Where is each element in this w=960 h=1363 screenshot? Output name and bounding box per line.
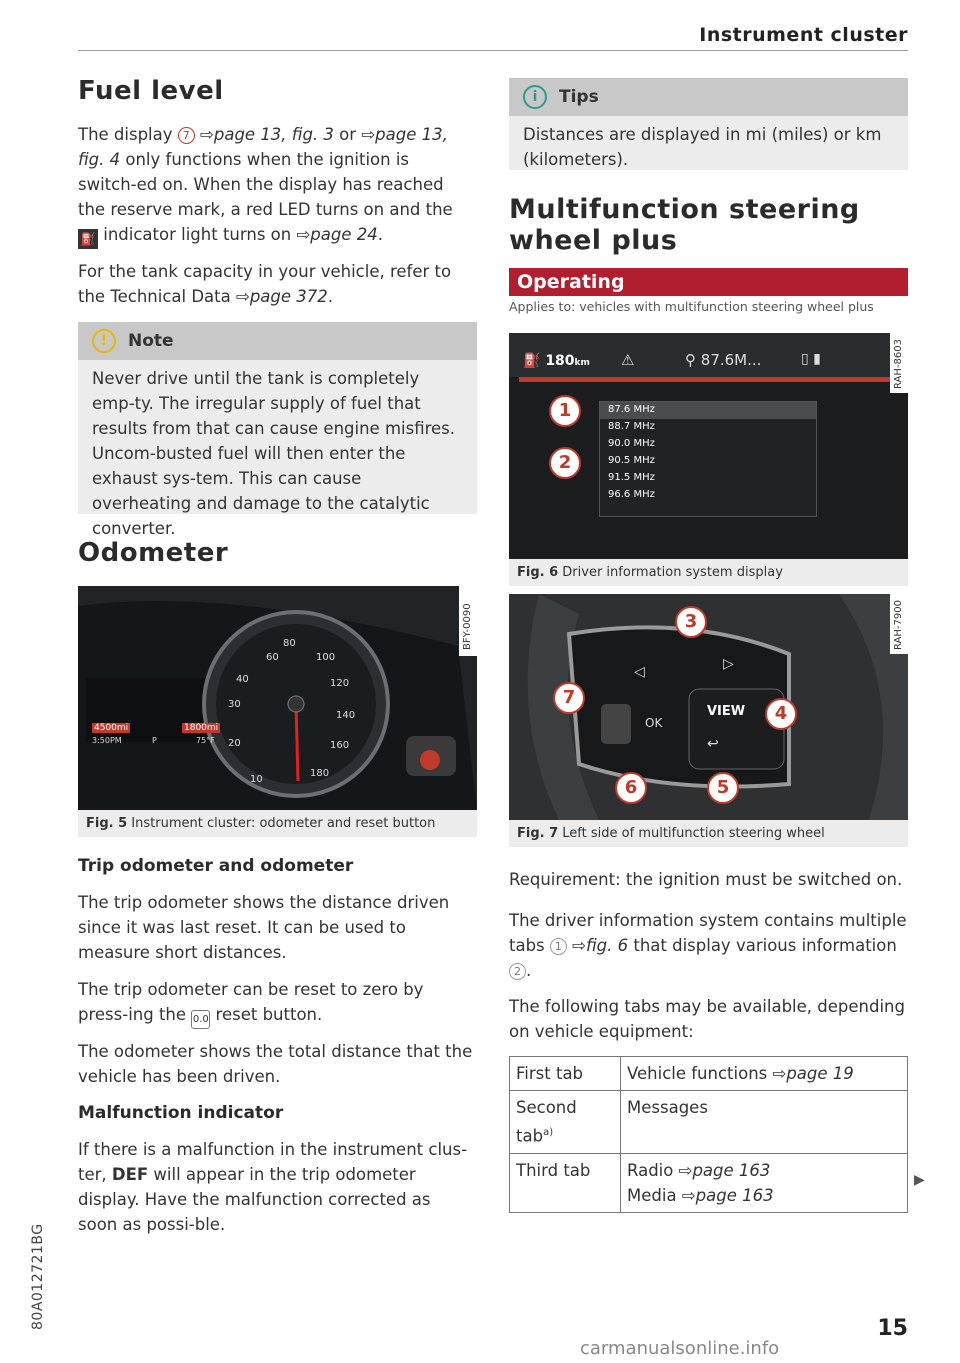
fig7-caption: Fig. 7 Left side of multifunction steering wheel xyxy=(509,820,908,847)
trip-odometer-subheading: Trip odometer and odometer xyxy=(78,856,354,876)
antenna-icon: ⚲ xyxy=(685,351,696,369)
gauge-tick: 180 xyxy=(310,768,330,779)
tips-box xyxy=(509,78,908,170)
tabs-paragraph: The driver information system contains multiple tabs 1 ⇨fig. 6 that display various information 2 . xyxy=(509,911,907,980)
page-number: 15 xyxy=(877,1316,908,1341)
gauge-tick: 10 xyxy=(250,774,263,785)
radio-station-readout: ⚲ 87.6M... xyxy=(685,351,762,369)
station-item[interactable]: 91.5 MHz xyxy=(608,472,655,483)
gauge-tick: 80 xyxy=(283,638,296,649)
gauge-tick: 120 xyxy=(330,678,350,689)
applies-to: Applies to: vehicles with multifunction steering wheel plus xyxy=(509,299,874,314)
callout-4: 4 xyxy=(765,698,797,730)
page-link[interactable]: page 19 xyxy=(786,1064,854,1083)
station-item[interactable]: 96.6 MHz xyxy=(608,489,655,500)
instrument-cluster-illustration xyxy=(78,586,477,810)
fuel-paragraph-2: For the tank capacity in your vehicle, refer to the Technical Data ⇨page 372. xyxy=(78,262,452,306)
table-cell: First tab xyxy=(510,1057,621,1091)
gauge-tick: 60 xyxy=(266,652,279,663)
table-row xyxy=(510,1153,908,1212)
fig5-caption: Fig. 5 Instrument cluster: odometer and reset button xyxy=(78,810,477,837)
figure-code: RAH-7900 xyxy=(890,594,908,654)
arrow-icon: ⇨ xyxy=(772,1064,787,1083)
table-cell: Vehicle functions ⇨page 19 xyxy=(621,1057,908,1091)
station-item[interactable]: 90.5 MHz xyxy=(608,455,655,466)
arrow-icon: ⇨ xyxy=(678,1160,693,1180)
tabs-table xyxy=(509,1056,908,1213)
note-header: ! Note xyxy=(78,322,477,360)
info-icon: i xyxy=(523,85,547,109)
page-link[interactable]: page 24 xyxy=(310,225,378,244)
left-arrow-icon[interactable]: ◁ xyxy=(634,664,645,680)
page-link[interactable]: page 13, fig. 4 xyxy=(78,125,448,169)
table-cell: Messages xyxy=(621,1091,908,1154)
header-rule xyxy=(78,50,908,51)
odometer-readout: 1800mi xyxy=(184,723,219,733)
note-text: Never drive until the tank is completely emp-ty. The irregular supply of fuel that results from that can cause engine misfires. Uncom-busted fuel will then enter the exhaust sys-tem. This can cause overheating and damage to the catalytic converter. xyxy=(92,369,456,538)
phone-icon: ▯ ▮ xyxy=(801,351,821,367)
page-link[interactable]: page 372 xyxy=(249,287,328,306)
malfunction-subheading: Malfunction indicator xyxy=(78,1103,284,1123)
gauge-tick: 140 xyxy=(336,710,356,721)
clock-readout: 3:50PM xyxy=(92,736,122,745)
document-code: 80A012721BG xyxy=(30,1223,46,1330)
page-link[interactable]: page 163 xyxy=(692,1160,771,1180)
page-link[interactable]: page 163 xyxy=(695,1185,774,1205)
trip-odometer-readout: 4500mi xyxy=(94,723,129,733)
mfsw-heading: Multifunction steering wheel plus xyxy=(509,194,860,256)
fig6-display xyxy=(509,333,908,559)
callout-5: 5 xyxy=(707,772,739,804)
odometer-heading: Odometer xyxy=(78,538,229,568)
tab-highlight xyxy=(519,377,894,382)
gauge-tick: 30 xyxy=(228,699,241,710)
station-item[interactable]: 90.0 MHz xyxy=(608,438,655,449)
range-readout: ⛽ 180km xyxy=(523,353,590,369)
table-cell: Third tab xyxy=(510,1153,621,1212)
fuel-paragraph-1: The display 7 ⇨page 13, fig. 3 or ⇨page 13, fig. 4 only functions when the ignition is switch-ed on. When the display has reached the reserve mark, a red LED turns on and the ⛽ indicator light turns on ⇨page 24. xyxy=(78,122,470,249)
malfunction-paragraph: If there is a malfunction in the instrument clus-ter, DEF will appear in the trip odometer display. Have the malfunction corrected as soon as possi-ble. xyxy=(78,1140,468,1234)
fig7-steering-wheel xyxy=(509,594,908,820)
warning-triangle-icon: ⚠ xyxy=(621,351,635,369)
reset-paragraph: The trip odometer can be reset to zero by press-ing the 0.0 reset button. xyxy=(78,977,473,1029)
gauge-tick: 20 xyxy=(228,738,241,749)
fuel-icon: ⛽ xyxy=(523,353,541,369)
tips-header: i Tips xyxy=(509,78,908,116)
operating-bar: Operating xyxy=(509,268,908,296)
watermark: carmanualsonline.info xyxy=(580,1338,780,1359)
following-tabs-paragraph: The following tabs may be available, depending on vehicle equipment: xyxy=(509,997,905,1041)
note-box xyxy=(78,322,477,538)
view-button[interactable]: VIEW xyxy=(707,704,746,719)
fuel-level-heading: Fuel level xyxy=(78,76,224,106)
requirement-text: Requirement: the ignition must be switched on. xyxy=(509,870,903,889)
station-item[interactable]: 88.7 MHz xyxy=(608,421,655,432)
temperature-readout: 75°F xyxy=(196,736,215,745)
tips-text: Distances are displayed in mi (miles) or km (kilometers). xyxy=(523,125,882,169)
callout-7: 7 xyxy=(553,682,585,714)
odometer-paragraph: The odometer shows the total distance that the vehicle has been driven. xyxy=(78,1042,473,1086)
back-icon[interactable]: ↩ xyxy=(707,736,719,752)
gauge-tick: 160 xyxy=(330,740,350,751)
station-item-selected[interactable]: 87.6 MHz xyxy=(600,402,816,419)
arrow-icon: ⇨ xyxy=(235,287,250,306)
gear-readout: P xyxy=(152,736,157,745)
arrow-icon: ⇨ xyxy=(296,225,311,244)
figure-code: RAH-8603 xyxy=(890,333,908,393)
figure-code: BFY-0090 xyxy=(459,586,477,656)
callout-ref-1: 1 xyxy=(550,938,567,955)
callout-6: 6 xyxy=(615,772,647,804)
table-row xyxy=(510,1091,908,1154)
trip-paragraph: The trip odometer shows the distance driven since it was last reset. It can be used to measure short distances. xyxy=(78,893,450,962)
callout-3: 3 xyxy=(675,606,707,638)
table-cell: Second tab$^{a)}$ xyxy=(510,1091,621,1154)
fig6-caption: Fig. 6 Driver information system display xyxy=(509,559,908,586)
fuel-pump-icon: ⛽ xyxy=(78,229,98,249)
station-list xyxy=(599,401,817,517)
callout-1: 1 xyxy=(549,395,581,427)
reset-button-icon: 0.0 xyxy=(191,1010,210,1029)
fig-link[interactable]: fig. 6 xyxy=(585,936,629,955)
warning-icon: ! xyxy=(92,329,116,353)
table-row xyxy=(510,1057,908,1091)
arrow-icon: ⇨ xyxy=(200,125,214,144)
arrow-icon: ⇨ xyxy=(361,125,376,144)
continue-arrow-icon: ▶ xyxy=(914,1172,925,1188)
odometer-figure xyxy=(78,586,477,810)
gauge-tick: 100 xyxy=(316,652,336,663)
running-header: Instrument cluster xyxy=(699,24,908,46)
page-link[interactable]: page 13, fig. 3 xyxy=(213,125,334,144)
table-cell: Radio ⇨page 163 Media ⇨page 163 xyxy=(621,1153,908,1212)
callout-7: 7 xyxy=(178,127,195,144)
ok-button[interactable]: OK xyxy=(645,716,663,730)
gauge-tick: 40 xyxy=(236,674,249,685)
right-arrow-icon[interactable]: ▷ xyxy=(723,656,734,672)
arrow-icon: ⇨ xyxy=(572,936,586,955)
callout-2: 2 xyxy=(549,447,581,479)
callout-ref-2: 2 xyxy=(509,963,526,980)
arrow-icon: ⇨ xyxy=(681,1185,696,1205)
